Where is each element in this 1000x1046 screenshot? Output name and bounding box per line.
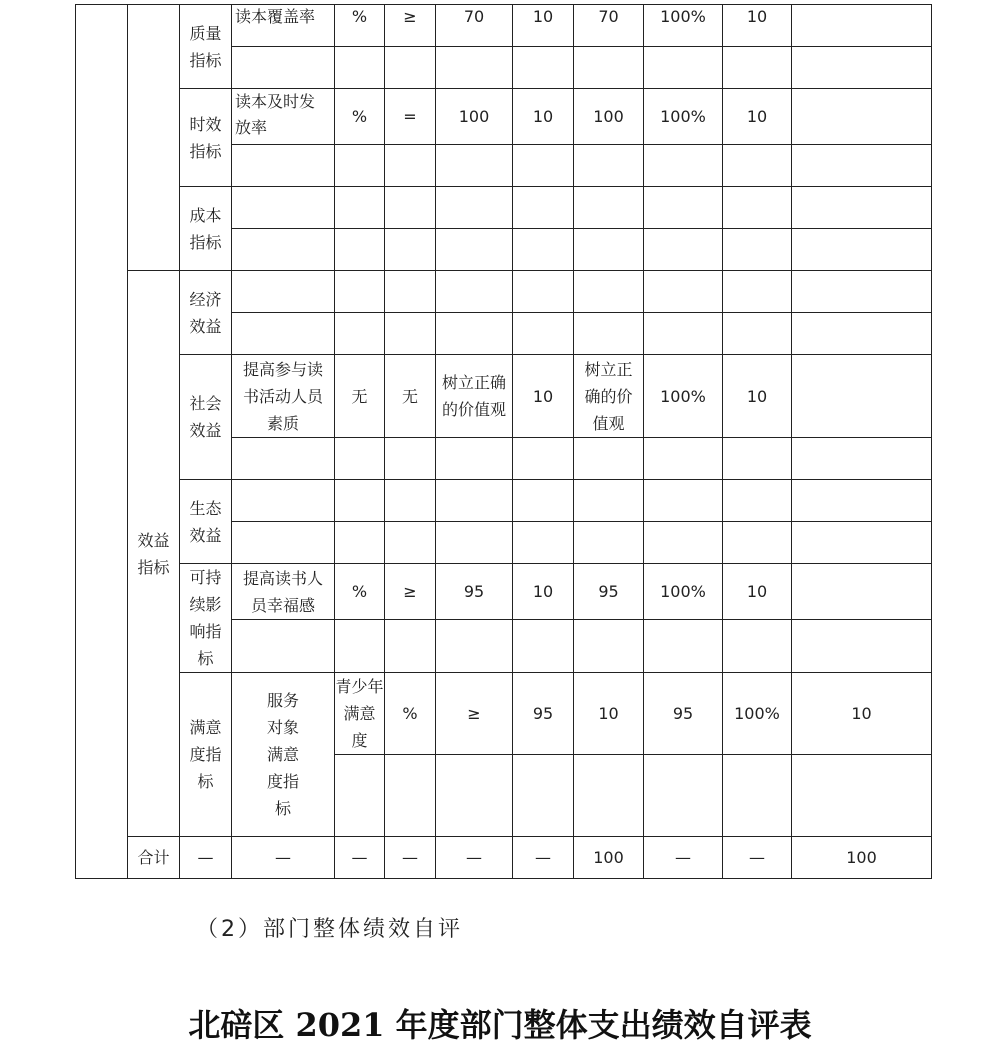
weight-cell: 10 bbox=[513, 5, 574, 47]
total-cell: — bbox=[436, 837, 513, 879]
table-row bbox=[76, 564, 932, 620]
weight-cell: 10 bbox=[513, 564, 574, 620]
score-cell: 10 bbox=[792, 673, 932, 755]
total-cell: — bbox=[385, 837, 436, 879]
operator-cell: ≥ bbox=[385, 564, 436, 620]
unit-cell: % bbox=[335, 5, 385, 47]
table-row bbox=[76, 5, 932, 47]
total-weight: 100 bbox=[574, 837, 644, 879]
operator-cell: 无 bbox=[385, 355, 436, 438]
benefit-group-cell: 效益 指标 bbox=[128, 271, 180, 837]
target-cell: 100 bbox=[436, 89, 513, 145]
rate-cell: 100% bbox=[644, 564, 723, 620]
category-cost: 成本 指标 bbox=[180, 187, 232, 271]
remark-cell bbox=[792, 564, 932, 620]
actual-cell: 95 bbox=[644, 673, 723, 755]
total-cell: — bbox=[335, 837, 385, 879]
rate-cell: 100% bbox=[723, 673, 792, 755]
total-cell: — bbox=[232, 837, 335, 879]
weight-cell: 10 bbox=[513, 355, 574, 438]
actual-cell: 树立正 确的价 值观 bbox=[574, 355, 644, 438]
indicator-cell: 读本及时发 放率 bbox=[232, 89, 335, 145]
score-cell: 10 bbox=[723, 564, 792, 620]
outer-merged-cell bbox=[76, 5, 128, 879]
table-row bbox=[76, 271, 932, 313]
total-cell: — bbox=[723, 837, 792, 879]
rate-cell: 100% bbox=[644, 5, 723, 47]
unit-cell: 无 bbox=[335, 355, 385, 438]
target-cell: 95 bbox=[436, 564, 513, 620]
unit-cell: % bbox=[335, 89, 385, 145]
total-cell: — bbox=[513, 837, 574, 879]
actual-cell: 100 bbox=[574, 89, 644, 145]
section-subheading: （2）部门整体绩效自评 bbox=[196, 917, 463, 942]
remark-cell bbox=[792, 355, 932, 438]
document-title: 北碚区 2021 年度部门整体支出绩效自评表 bbox=[188, 1006, 812, 1044]
operator-cell: ≥ bbox=[436, 673, 513, 755]
score-cell: 10 bbox=[723, 5, 792, 47]
category-quality: 质量 指标 bbox=[180, 5, 232, 89]
performance-table bbox=[75, 4, 932, 879]
actual-cell: 95 bbox=[574, 564, 644, 620]
operator-cell: = bbox=[385, 89, 436, 145]
rate-cell: 100% bbox=[644, 89, 723, 145]
target-cell: 95 bbox=[513, 673, 574, 755]
total-cell: — bbox=[180, 837, 232, 879]
category-timeliness: 时效 指标 bbox=[180, 89, 232, 187]
weight-cell: 10 bbox=[513, 89, 574, 145]
category-ecological: 生态 效益 bbox=[180, 480, 232, 564]
category-social: 社会 效益 bbox=[180, 355, 232, 480]
indicator-cell: 提高参与读 书活动人员 素质 bbox=[232, 355, 335, 438]
output-group-cell bbox=[128, 5, 180, 271]
unit-cell: % bbox=[335, 564, 385, 620]
score-cell: 10 bbox=[723, 355, 792, 438]
actual-cell: 70 bbox=[574, 5, 644, 47]
operator-cell: ≥ bbox=[385, 5, 436, 47]
satisfaction-group-cell: 满意 度指 标 bbox=[180, 673, 232, 837]
table-row bbox=[76, 673, 932, 755]
table-row bbox=[76, 480, 932, 522]
category-satisfaction: 服务 对象 满意 度指 标 bbox=[232, 673, 335, 837]
total-score: 100 bbox=[792, 837, 932, 879]
target-cell: 树立正确 的价值观 bbox=[436, 355, 513, 438]
indicator-cell: 读本覆盖率 bbox=[232, 5, 335, 47]
total-label: 合计 bbox=[128, 837, 180, 879]
score-cell: 10 bbox=[723, 89, 792, 145]
target-cell: 70 bbox=[436, 5, 513, 47]
category-sustainable: 可持 续影 响指 标 bbox=[180, 564, 232, 673]
total-row bbox=[76, 837, 932, 879]
weight-cell: 10 bbox=[574, 673, 644, 755]
unit-cell: % bbox=[385, 673, 436, 755]
remark-cell bbox=[792, 89, 932, 145]
indicator-cell: 提高读书人 员幸福感 bbox=[232, 564, 335, 620]
table-row bbox=[76, 187, 932, 229]
indicator-cell: 青少年满意 度 bbox=[335, 673, 385, 755]
table-row bbox=[76, 89, 932, 145]
total-cell: — bbox=[644, 837, 723, 879]
remark-cell bbox=[792, 5, 932, 47]
table-row bbox=[76, 355, 932, 438]
rate-cell: 100% bbox=[644, 355, 723, 438]
category-economic: 经济 效益 bbox=[180, 271, 232, 355]
